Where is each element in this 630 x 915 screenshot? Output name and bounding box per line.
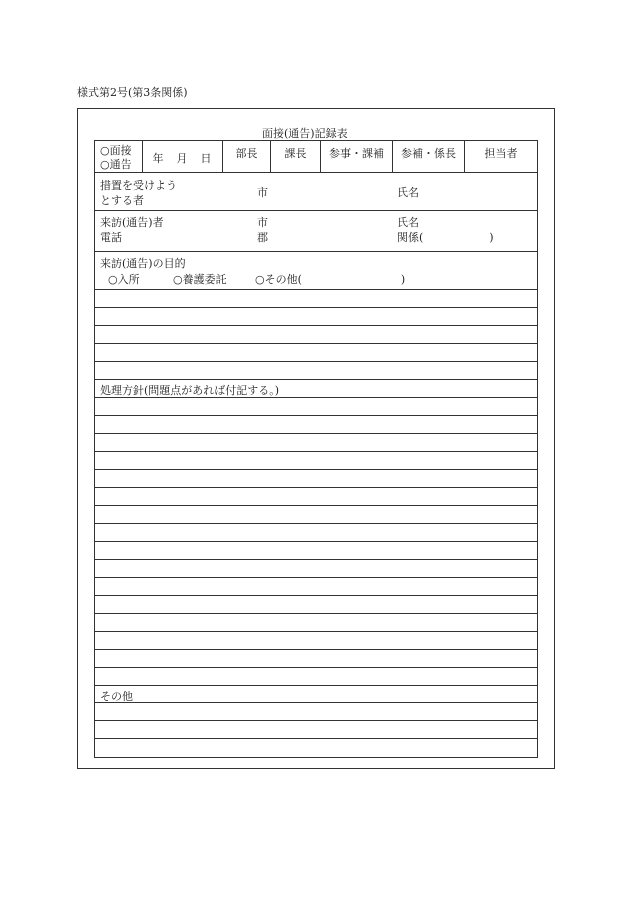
- purpose-label: 来訪(通告)の目的: [100, 257, 186, 270]
- policy-line[interactable]: [95, 524, 537, 542]
- stamp-cell-kacho: [271, 141, 321, 172]
- form-title: 面接(通告)記録表: [262, 127, 348, 140]
- stamp-cell-sanji: [321, 141, 393, 172]
- purpose-line[interactable]: [95, 326, 537, 344]
- other-line[interactable]: [95, 721, 537, 739]
- stamp-cell-sanpo: [393, 141, 465, 172]
- other-label-row: [95, 686, 537, 703]
- purpose-line[interactable]: [95, 290, 537, 308]
- policy-line[interactable]: [95, 560, 537, 578]
- policy-line[interactable]: [95, 398, 537, 416]
- purpose-admission-option[interactable]: ○入所: [108, 273, 140, 286]
- subject-label-line1: 措置を受けよう: [100, 179, 177, 192]
- subject-row: [95, 173, 537, 211]
- policy-label-row: [95, 380, 537, 398]
- purpose-line[interactable]: [95, 344, 537, 362]
- form-number: 様式第2号(第3条関係): [77, 86, 188, 99]
- policy-line[interactable]: [95, 578, 537, 596]
- visitor-name: 氏名: [397, 216, 419, 229]
- purpose-other-option[interactable]: ○その他( ): [255, 273, 406, 286]
- stamp-label: 部長: [235, 147, 258, 160]
- policy-line[interactable]: [95, 650, 537, 668]
- policy-line[interactable]: [95, 434, 537, 452]
- stamp-label: 参補・係長: [401, 147, 456, 160]
- visitor-relation: 関係( ): [397, 231, 494, 244]
- type-cell: [95, 141, 143, 172]
- purpose-foster-option[interactable]: ○養護委託: [173, 273, 227, 286]
- date-label: 年 月 日: [152, 152, 213, 165]
- other-label: その他: [100, 690, 133, 703]
- subject-label-line2: とする者: [100, 194, 144, 207]
- policy-line[interactable]: [95, 632, 537, 650]
- purpose-line[interactable]: [95, 362, 537, 380]
- stamp-label: 参事・課補: [329, 147, 384, 160]
- policy-line[interactable]: [95, 488, 537, 506]
- policy-line[interactable]: [95, 470, 537, 488]
- header-row: [95, 141, 537, 173]
- visitor-row: [95, 211, 537, 252]
- visitor-city: 市: [257, 216, 268, 229]
- purpose-line[interactable]: [95, 308, 537, 326]
- stamp-label: 課長: [284, 147, 307, 160]
- policy-label: 処理方針(問題点があれば付記する。): [100, 384, 280, 397]
- policy-line[interactable]: [95, 506, 537, 524]
- visitor-label: 来訪(通告)者: [100, 216, 164, 229]
- other-line[interactable]: [95, 739, 537, 757]
- notification-option[interactable]: ○通告: [100, 158, 132, 171]
- record-table: [94, 140, 538, 758]
- date-cell[interactable]: [143, 141, 223, 172]
- policy-line[interactable]: [95, 668, 537, 686]
- interview-option[interactable]: ○面接: [100, 144, 132, 157]
- visitor-county: 郡: [257, 231, 268, 244]
- other-line[interactable]: [95, 703, 537, 721]
- subject-name: 氏名: [397, 186, 419, 199]
- stamp-cell-bucho: [223, 141, 271, 172]
- policy-line[interactable]: [95, 416, 537, 434]
- subject-city: 市: [257, 186, 268, 199]
- visitor-phone: 電話: [100, 231, 122, 244]
- policy-line[interactable]: [95, 542, 537, 560]
- stamp-cell-tanto: [465, 141, 537, 172]
- policy-line[interactable]: [95, 452, 537, 470]
- policy-line[interactable]: [95, 596, 537, 614]
- purpose-row: [95, 252, 537, 290]
- stamp-label: 担当者: [484, 147, 518, 160]
- policy-line[interactable]: [95, 614, 537, 632]
